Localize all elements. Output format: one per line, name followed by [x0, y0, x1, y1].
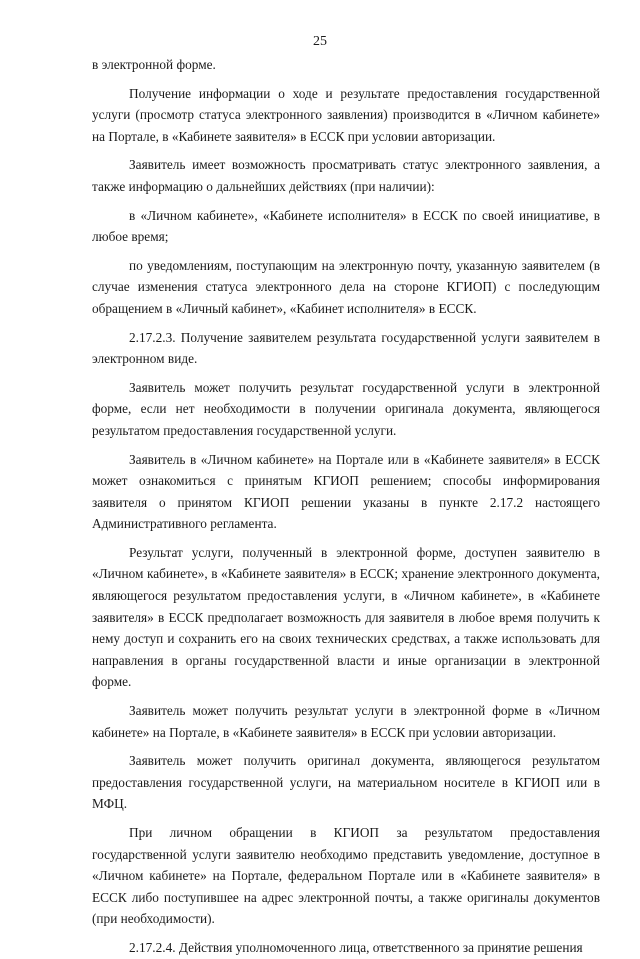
- paragraph-3: Заявитель имеет возможность просматривать статус электронного заявления, а также информацию о дальнейших действиях (при наличии):: [92, 157, 600, 194]
- document-body: [92, 54, 600, 959]
- paragraph-7: Заявитель может получить результат государственной услуги в электронной форме, если нет необходимости в получении оригинала документа, являющегося результатом предоставления государственной услуги.: [92, 379, 600, 438]
- paragraph-2: Получение информации о ходе и результате предоставления государственной услуги (просмотр статуса электронного заявления) производится в «Личном кабинете» на Портале, в «Кабинете заявителя» в ЕССК при условии авторизации.: [92, 85, 600, 144]
- paragraph-1: в электронной форме.: [92, 57, 216, 72]
- paragraph-11: Заявитель может получить оригинал документа, являющегося результатом предоставления государственной услуги, на материальном носителе в КГИОП или в МФЦ.: [92, 753, 600, 812]
- paragraph-4: в «Личном кабинете», «Кабинете исполнителя» в ЕССК по своей инициативе, в любое время;: [92, 207, 600, 245]
- page-number: 25: [313, 34, 327, 49]
- paragraph-13: 2.17.2.4. Действия уполномоченного лица, ответственного за принятие решения: [129, 939, 583, 955]
- paragraph-12: При личном обращении в КГИОП за результатом предоставления государственной услуги заявителю необходимо представить уведомление, доступное в «Личном кабинете» на Портале, федеральном Портале или в «Кабинете заявителя» в ЕССК либо поступившее на адрес электронной почты, а также оригиналы документов (при необходимости).: [92, 825, 600, 927]
- paragraph-9: Результат услуги, полученный в электронной форме, доступен заявителю в «Личном кабинете», в «Кабинете заявителя» в ЕССК; хранение электронного документа, являющегося результатом предоставления услуги, в «Личном кабинете», в «Кабинете заявителя» в ЕССК предполагает возможность для заявителя в любое время получить к нему доступ и сохранить его на своих технических средствах, а также использовать для направления в органы государственной власти и иные организации в электронной форме.: [92, 544, 600, 690]
- paragraph-6: 2.17.2.3. Получение заявителем результата государственной услуги заявителем в электронном виде.: [92, 329, 600, 367]
- paragraph-5: по уведомлениям, поступающим на электронную почту, указанную заявителем (в случае изменения статуса электронного дела на стороне КГИОП) с последующим обращением в «Личный кабинет», «Кабинет исполнителя» в ЕССК.: [92, 257, 600, 316]
- paragraph-8: Заявитель в «Личном кабинете» на Портале или в «Кабинете заявителя» в ЕССК может ознакомиться с принятым КГИОП решением; способы информирования заявителя о принятом КГИОП решении указаны в пункте 2.17.2 настоящего Административного регламента.: [92, 451, 600, 532]
- paragraph-10: Заявитель может получить результат услуги в электронной форме в «Личном кабинете» на Портале, в «Кабинете заявителя» в ЕССК при условии авторизации.: [92, 703, 600, 740]
